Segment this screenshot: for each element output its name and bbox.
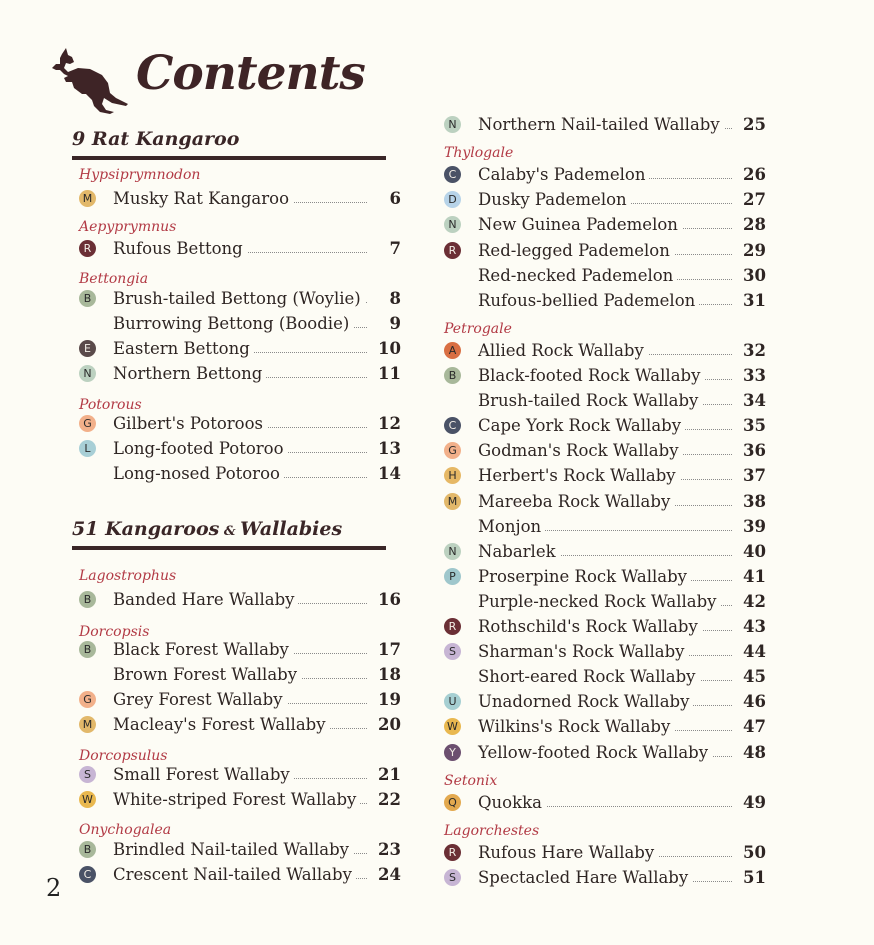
entry-name: Black Forest Wallaby	[113, 640, 293, 659]
entry-name: Unadorned Rock Wallaby	[478, 692, 693, 711]
section-heading	[72, 128, 386, 160]
toc-entry[interactable]	[444, 165, 766, 187]
letter-badge-icon: G	[444, 442, 461, 459]
page-title: Contents	[136, 46, 365, 101]
entry-page-number: 45	[732, 667, 766, 686]
entry-page-number: 27	[732, 190, 766, 209]
section-count: 9	[72, 128, 92, 150]
entry-page-number: 37	[732, 466, 766, 485]
toc-entry[interactable]	[79, 239, 401, 261]
genus-label: Dorcopsis	[79, 624, 150, 640]
entry-name: Long-footed Potoroo	[113, 439, 288, 458]
toc-entry[interactable]	[79, 364, 401, 386]
letter-badge-icon: N	[444, 543, 461, 560]
entry-name: Crescent Nail-tailed Wallaby	[113, 865, 356, 884]
toc-entry[interactable]	[444, 241, 766, 263]
entry-page-number: 51	[732, 868, 766, 887]
toc-entry[interactable]	[444, 266, 766, 288]
entry-page-number: 38	[732, 492, 766, 511]
toc-entry[interactable]	[79, 464, 401, 486]
entry-name: Brown Forest Wallaby	[113, 665, 301, 684]
letter-badge-icon: B	[444, 367, 461, 384]
entry-name: Calaby's Pademelon	[478, 165, 649, 184]
entry-page-number: 39	[732, 517, 766, 536]
entry-name: Rufous-bellied Pademelon	[478, 291, 699, 310]
letter-badge-icon: R	[444, 242, 461, 259]
entry-page-number: 34	[732, 391, 766, 410]
toc-entry[interactable]	[79, 790, 401, 812]
toc-entry[interactable]	[79, 640, 401, 662]
entry-name: Brush-tailed Bettong (Woylie)	[113, 289, 365, 308]
genus-label: Hypsiprymnodon	[79, 167, 201, 183]
toc-entry[interactable]	[444, 291, 766, 313]
entry-name: New Guinea Pademelon	[478, 215, 682, 234]
entry-page-number: 31	[732, 291, 766, 310]
toc-entry[interactable]	[444, 868, 766, 890]
entry-name: Rufous Bettong	[113, 239, 247, 258]
entry-page-number: 8	[367, 289, 401, 308]
toc-entry[interactable]	[444, 517, 766, 539]
entry-name: Nabarlek	[478, 542, 560, 561]
toc-entry[interactable]	[79, 314, 401, 336]
entry-page-number: 11	[367, 364, 401, 383]
toc-entry[interactable]	[444, 642, 766, 664]
toc-entry[interactable]	[444, 492, 766, 514]
genus-label: Setonix	[444, 772, 498, 789]
toc-entry[interactable]	[444, 743, 766, 765]
toc-entry[interactable]	[444, 692, 766, 714]
toc-entry[interactable]	[79, 840, 401, 862]
letter-badge-icon: B	[79, 290, 96, 307]
letter-badge-icon: M	[79, 716, 96, 733]
entry-page-number: 19	[367, 690, 401, 709]
toc-entry[interactable]	[79, 339, 401, 361]
letter-badge-icon: U	[444, 693, 461, 710]
entry-name: Wilkins's Rock Wallaby	[478, 717, 674, 736]
entry-page-number: 20	[367, 715, 401, 734]
entry-page-number: 22	[367, 790, 401, 809]
toc-entry[interactable]	[444, 115, 766, 137]
entry-name: Sharman's Rock Wallaby	[478, 642, 689, 661]
entry-page-number: 29	[732, 241, 766, 260]
entry-name: Spectacled Hare Wallaby	[478, 868, 692, 887]
entry-name: Rothschild's Rock Wallaby	[478, 617, 702, 636]
entry-page-number: 44	[732, 642, 766, 661]
kangaroo-silhouette-icon	[44, 48, 128, 114]
letter-badge-icon: E	[79, 340, 96, 357]
entry-page-number: 7	[367, 239, 401, 258]
entry-page-number: 26	[732, 165, 766, 184]
letter-badge-icon: B	[79, 841, 96, 858]
letter-badge-icon: G	[79, 415, 96, 432]
entry-name: Northern Nail-tailed Wallaby	[478, 115, 724, 134]
letter-badge-icon: N	[444, 116, 461, 133]
entry-page-number: 35	[732, 416, 766, 435]
entry-name: Yellow-footed Rock Wallaby	[478, 743, 712, 762]
entry-name: Cape York Rock Wallaby	[478, 416, 685, 435]
genus-label: Dorcopsulus	[79, 748, 168, 764]
entry-name: Northern Bettong	[113, 364, 266, 383]
letter-badge-icon: A	[444, 342, 461, 359]
entry-name: White-striped Forest Wallaby	[113, 790, 360, 809]
genus-label: Onychogalea	[79, 822, 172, 838]
entry-page-number: 14	[367, 464, 401, 483]
genus-label: Potorous	[79, 397, 142, 413]
toc-entry[interactable]	[79, 715, 401, 737]
entry-name: Eastern Bettong	[113, 339, 254, 358]
letter-badge-icon: B	[79, 591, 96, 608]
entry-name: Dusky Pademelon	[478, 190, 631, 209]
genus-label: Petrogale	[444, 320, 512, 337]
letter-badge-icon: L	[79, 440, 96, 457]
toc-entry[interactable]	[79, 189, 401, 211]
letter-badge-icon: Q	[444, 794, 461, 811]
toc-entry[interactable]	[79, 665, 401, 687]
entry-name: Musky Rat Kangaroo	[113, 189, 293, 208]
letter-badge-icon: W	[444, 718, 461, 735]
entry-name: Short-eared Rock Wallaby	[478, 667, 700, 686]
entry-page-number: 13	[367, 439, 401, 458]
letter-badge-icon: S	[444, 869, 461, 886]
entry-name: Purple-necked Rock Wallaby	[478, 592, 720, 611]
toc-entry[interactable]	[444, 416, 766, 438]
entry-name: Monjon	[478, 517, 545, 536]
entry-name: Quokka	[478, 793, 546, 812]
letter-badge-icon: R	[444, 844, 461, 861]
toc-entry[interactable]	[444, 190, 766, 212]
entry-page-number: 12	[367, 414, 401, 433]
entry-name: Small Forest Wallaby	[113, 765, 294, 784]
toc-entry[interactable]	[444, 466, 766, 488]
entry-page-number: 49	[732, 793, 766, 812]
toc-entry[interactable]	[79, 439, 401, 461]
toc-entry[interactable]	[444, 215, 766, 237]
genus-label: Bettongia	[79, 271, 149, 287]
letter-badge-icon: N	[79, 365, 96, 382]
letter-badge-icon: G	[79, 691, 96, 708]
section-ampersand: &	[219, 524, 241, 539]
letter-badge-icon: P	[444, 568, 461, 585]
entry-page-number: 32	[732, 341, 766, 360]
letter-badge-icon: B	[79, 641, 96, 658]
letter-badge-icon: R	[79, 240, 96, 257]
toc-entry[interactable]	[444, 567, 766, 589]
genus-label: Thylogale	[444, 145, 514, 162]
entry-page-number: 30	[732, 266, 766, 285]
letter-badge-icon: S	[444, 643, 461, 660]
page-number: 2	[46, 874, 62, 902]
section-count: 51	[72, 518, 106, 540]
toc-entry[interactable]	[444, 391, 766, 413]
entry-name: Black-footed Rock Wallaby	[478, 366, 704, 385]
page-header	[44, 44, 374, 116]
entry-page-number: 23	[367, 840, 401, 859]
entry-page-number: 42	[732, 592, 766, 611]
entry-page-number: 24	[367, 865, 401, 884]
letter-badge-icon: S	[79, 766, 96, 783]
section-heading	[72, 518, 386, 550]
toc-entry[interactable]	[79, 865, 401, 887]
toc-entry[interactable]	[79, 590, 401, 612]
toc-entry[interactable]	[444, 366, 766, 388]
letter-badge-icon: D	[444, 191, 461, 208]
toc-entry[interactable]	[444, 667, 766, 689]
entry-name: Grey Forest Wallaby	[113, 690, 287, 709]
toc-entry[interactable]	[444, 717, 766, 739]
toc-entry[interactable]	[444, 441, 766, 463]
entry-page-number: 43	[732, 617, 766, 636]
entry-page-number: 46	[732, 692, 766, 711]
letter-badge-icon: H	[444, 467, 461, 484]
letter-badge-icon: W	[79, 791, 96, 808]
toc-entry[interactable]	[444, 617, 766, 639]
entry-page-number: 10	[367, 339, 401, 358]
genus-label: Lagostrophus	[79, 568, 177, 584]
entry-page-number: 6	[367, 189, 401, 208]
letter-badge-icon: R	[444, 618, 461, 635]
toc-entry[interactable]	[79, 414, 401, 436]
entry-name: Brindled Nail-tailed Wallaby	[113, 840, 353, 859]
entry-page-number: 16	[367, 590, 401, 609]
toc-entry[interactable]	[79, 289, 401, 311]
toc-entry[interactable]	[444, 592, 766, 614]
entry-name: Gilbert's Potoroos	[113, 414, 267, 433]
genus-label: Lagorchestes	[444, 822, 540, 839]
letter-badge-icon: C	[79, 866, 96, 883]
entry-page-number: 47	[732, 717, 766, 736]
entry-page-number: 18	[367, 665, 401, 684]
entry-page-number: 40	[732, 542, 766, 561]
toc-entry[interactable]	[444, 542, 766, 564]
toc-entry[interactable]	[444, 843, 766, 865]
entry-name: Godman's Rock Wallaby	[478, 441, 683, 460]
letter-badge-icon: C	[444, 417, 461, 434]
genus-label: Aepyprymnus	[79, 219, 177, 235]
entry-page-number: 41	[732, 567, 766, 586]
toc-entry[interactable]	[444, 341, 766, 363]
entry-name: Burrowing Bettong (Boodie)	[113, 314, 353, 333]
entry-name: Mareeba Rock Wallaby	[478, 492, 674, 511]
entry-name: Brush-tailed Rock Wallaby	[478, 391, 702, 410]
letter-badge-icon: M	[79, 190, 96, 207]
section-title: Rat Kangaroo	[91, 128, 240, 150]
section-title: Kangaroos	[105, 518, 220, 540]
letter-badge-icon: N	[444, 216, 461, 233]
letter-badge-icon: C	[444, 166, 461, 183]
letter-badge-icon: M	[444, 493, 461, 510]
entry-page-number: 25	[732, 115, 766, 134]
entry-page-number: 50	[732, 843, 766, 862]
entry-name: Red-necked Pademelon	[478, 266, 677, 285]
entry-name: Herbert's Rock Wallaby	[478, 466, 680, 485]
entry-name: Allied Rock Wallaby	[478, 341, 648, 360]
entry-page-number: 17	[367, 640, 401, 659]
toc-entry[interactable]	[444, 793, 766, 815]
entry-name: Red-legged Pademelon	[478, 241, 674, 260]
entry-name: Long-nosed Potoroo	[113, 464, 284, 483]
entry-name: Proserpine Rock Wallaby	[478, 567, 691, 586]
letter-badge-icon: Y	[444, 744, 461, 761]
toc-entry[interactable]	[79, 690, 401, 712]
toc-entry[interactable]	[79, 765, 401, 787]
entry-name: Rufous Hare Wallaby	[478, 843, 658, 862]
entry-page-number: 21	[367, 765, 401, 784]
section-title-extra: Wallabies	[240, 518, 343, 540]
entry-page-number: 48	[732, 743, 766, 762]
entry-name: Macleay's Forest Wallaby	[113, 715, 330, 734]
entry-page-number: 28	[732, 215, 766, 234]
entry-page-number: 9	[367, 314, 401, 333]
entry-page-number: 33	[732, 366, 766, 385]
entry-page-number: 36	[732, 441, 766, 460]
entry-name: Banded Hare Wallaby	[113, 590, 298, 609]
